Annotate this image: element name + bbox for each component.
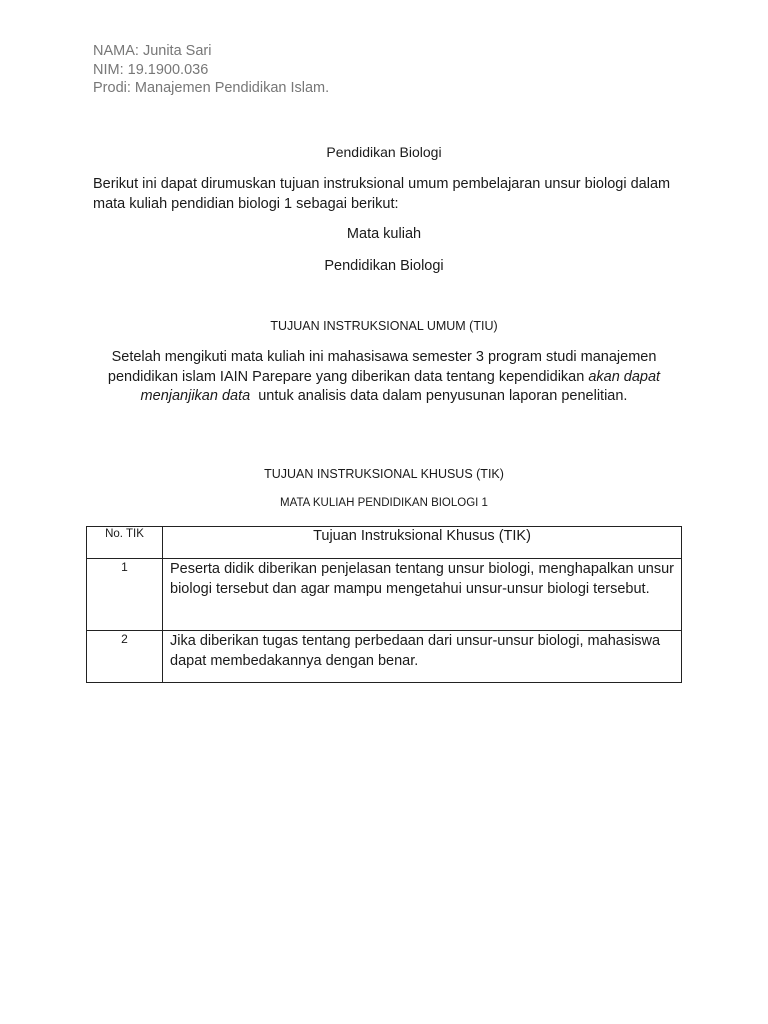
student-prodi: Prodi: Manajemen Pendidikan Islam. xyxy=(93,80,330,96)
row-number: 2 xyxy=(87,631,163,683)
student-nim: NIM: 19.1900.036 xyxy=(93,61,209,78)
course-name: Pendidikan Biologi xyxy=(324,258,444,274)
row-number: 1 xyxy=(87,559,163,631)
tiu-heading: TUJUAN INSTRUKSIONAL UMUM (TIU) xyxy=(270,319,498,333)
tiu-text-after: untuk analisis data dalam penyusunan laporan penelitian. xyxy=(250,388,628,404)
course-label: Mata kuliah xyxy=(346,226,422,242)
tiu-text-italic: akan dapat menjanjikan data xyxy=(140,368,661,404)
column-header-tik: Tujuan Instruksional Khusus (TIK) xyxy=(163,527,682,559)
column-header-no: No. TIK xyxy=(87,527,163,559)
tiu-text-before: Setelah mengikuti mata kuliah ini mahasisawa semester 3 program studi manajemen pendidikan islam IAIN Parepare yang diberikan data tentang kependidikan xyxy=(107,349,657,385)
row-text: Jika diberikan tugas tentang perbedaan dari unsur-unsur biologi, mahasiswa dapat membedakannya dengan benar. xyxy=(163,631,682,683)
table-row xyxy=(87,631,682,683)
student-name: NAMA: Junita Sari xyxy=(93,43,212,59)
tiu-paragraph xyxy=(98,348,670,407)
table-row xyxy=(87,559,682,631)
tik-table xyxy=(86,526,682,683)
student-info xyxy=(93,42,329,98)
tik-subheading: MATA KULIAH PENDIDIKAN BIOLOGI 1 xyxy=(280,497,488,509)
tik-heading: TUJUAN INSTRUKSIONAL KHUSUS (TIK) xyxy=(264,467,504,481)
intro-paragraph: Berikut ini dapat dirumuskan tujuan instruksional umum pembelajaran unsur biologi dalam mata kuliah pendidian biologi 1 sebagai berikut: xyxy=(93,176,671,212)
table-header-row xyxy=(87,527,682,559)
row-text: Peserta didik diberikan penjelasan tentang unsur biologi, menghapalkan unsur biologi tersebut dan agar mampu mengetahui unsur-unsur biologi tersebut. xyxy=(163,559,682,631)
document-title: Pendidikan Biologi xyxy=(326,144,442,160)
